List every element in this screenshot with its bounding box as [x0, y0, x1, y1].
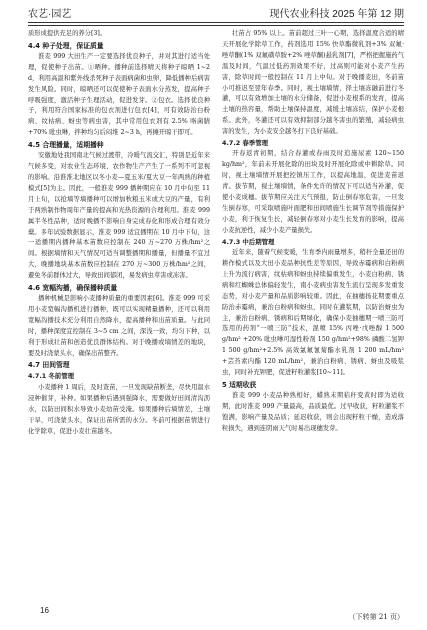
body-paragraph: 开春返青初期，结合春灌或春雨及时追施尿素 120~150 kg/hm²，年前未开展化除的田块及时开展化除或中耕除草。同时，视土壤墒情开展把控镇压工作，以提高地温，促进麦苗返青。拔节期，视土壤墒情，条件允许的情况下可以适当补灌，促使小麦成穗。拔节期应关注天气预报，防止倒春寒危害，一旦发生倒春寒，可采取喷施叶面肥和田间喷施生长调节剂等措施保护小麦，利于恢复生长，减轻倒春寒对小麦生长发育的影响，提高小麦抗逆性，减少小麦产量损失。 — [222, 150, 404, 234]
body-paragraph: 近年来，随着气候变暖，生育季内雨量增多，稍秆全量还田的耕作模式以及大田小麦品种抗性差等原因，导致赤霉病和白粉病上升为流行病害，纹枯病和蚜虫持续偏重发生，小麦白粉病、锈病和红蜘蛛总体偏轻发生，南小麦病虫害发生流行呈现多发重发态势，对小麦产量和品质影响较重。因此，在抽穗扬花期要重点防治赤霉病，兼治白粉病和蚜虫，同时在灌浆期，以防治蚜虫为主，兼治白粉病、锈病和后期绿化，确保小麦抽穗期一喷三防可选用的药剂“一喷三防”技术，混喷 15% 丙唑·戊唑醇 1 500 g/hm² +20% 吡虫啉可湿性粉剂 150 g/hm²+98% 磷酸二氢钾 1 500 g/hm²+2.5% 高效氯氟氰菊酯水乳剂 1 200 mL/hm² +芸苔素内酯 120 mL/hm²，兼治白粉病、锈病、蚜虫及吸浆虫，同时补充钾肥，促进籽粒灌浆[10~11]。 — [222, 249, 404, 377]
left-column — [28, 29, 210, 589]
running-header — [28, 7, 404, 20]
section-heading: 4.6 宽幅沟播，确保播种质量 — [28, 284, 118, 293]
section-heading: 4.5 合理播量，适期播种 — [28, 141, 104, 150]
header-journal: 现代农业科技 2025 年第 12 期 — [269, 9, 404, 20]
section-heading: 4.7 田间管理 — [28, 361, 70, 370]
section-heading: 4.4 种子处理，保证质量 — [28, 41, 104, 50]
subsection-heading: 4.7.1 冬前管理 — [28, 372, 74, 381]
right-column — [222, 29, 404, 589]
header-section: 农艺·园艺 — [28, 9, 72, 20]
body-paragraph: 小麦播种 1 周后，及时查苗，一旦发现缺苗断垄，尽快用温水浸种催芽，补种。如果播种后遇到强降水，需要做好田间清沟沥水，以防田间积水导致小麦幼苗受淹。如果播种后墒情差，土壤干旱，可浇蒙头水，保证出苗所需的水分。冬前可根据苗情进行化学除草，促进小麦壮苗越冬。 — [28, 383, 210, 435]
body-paragraph: 安徽地处我国南北气候过渡带，冷暖气流交汇，特别是近年来气候多变，对农业生态环境、农作物生产产生了一系列不可忽视的影响。沿淮淮北地区以冬小麦—夏玉米/夏大豆一年两熟的种植模式[5]为主。因此，一般淮麦 999 播种期应在 10 月中旬至 11 月上旬，以抢墒等墒播种可以增加秋粮玉米或大豆的产量，有利于两熟制作物周年产量的提高和光热资源的合理利用。淮麦 999 属半冬性品种，适时晚播不影响自身完成春化和形成合理有效分蘖。多年试验数据显示，淮麦 999 适宜播期在 10 月中下旬，这一适播期内播种基本苗数应控制在 240 万~270 万株/hm²之间。根据墒情和天气情况可适当调整播期和播量，但播量不宜过大，晚播地块基本苗数应控制在 270 万~300 万株/hm²之间，避免冬前群体过大，导致田间郁闭，易发病虫草害或冻害。 — [28, 152, 210, 280]
subsection-heading: 4.7.2 春季管理 — [222, 139, 268, 148]
body-paragraph: 淮麦 999 小麦品种熟相好，蜡熟末期秸秆变黄时即为适收期，此时淮麦 999 产量最高，品质最优。过早收获，籽粒灌浆不饱满，影响产量及品质；延迟收获，则会出现籽粒干燥，造成落粒损失，遇到连阴雨天气时易出现穗发芽。 — [222, 392, 404, 432]
body-paragraph: 播种机械是影响小麦播种质量的重要因素[6]。淮麦 999 可采用小麦宽幅沟播机进行播种，既可以实现精量播种，还可以利用宽幅沟播技术充分利用自然降水，提高播种和出苗质量。与此同时，播种深度宜控制在 3~5 cm 之间，深浅一致，均匀下种，以利于形成壮苗和创造优良群体结构。对于晚播或墒情差的地块，要及时浇蒙头水，确保出苗整齐。 — [28, 295, 210, 357]
body-paragraph: 淮麦 999 大田生产一定要选择优良种子，并对其进行适当处理，促使种子出苗。①晒种。播种前选择晴天将种子晾晒 1~2 d，利用高温和紫外线杀死种子表面病菌和虫卵，降低播种后病害发生风险。同时，晾晒还可以促使种子表面水分蒸发，提高种子呼吸强度，激活种子生理活动，促进发芽。②包衣。选择优良种子，利用符合国家标准的包衣剂进行包衣[4]，可有效防治白粉病、纹枯病、蚜虫等病虫害，其中常用包衣剂有 2.5% 咯菌腈+70% 吡虫啉，拌种均匀后闷堆 2~3 h，再摊开晾干即可。 — [28, 52, 210, 137]
header-rule-thick — [28, 22, 404, 23]
body-paragraph: 壮苗占 95% 以上。苗前超过三叶一心期，选择温度合适的晴天开展化学除草工作，药剂选用 15% 快草酯微乳剂+3% 双氟·唑草酮(1% 双氟磺草胺+2% 唑草酮)悬乳剂[7]，严格把握施药气温及时间，气温过低药剂效果不好，过高则可能对小麦产生药害，除草时间一般控制在 11 月上中旬。对于晚播麦田，冬前苗小可推迟至翌年春季。同时，视土壤墒情，择土壤冻融前进行冬灌，可以有效增加土壤的水分储备，促进小麦根系的发育，提高土壤的热容量，帮助土壤保持温度，减缓土壤冻结，保护小麦根系。此外，冬灌还可以有效抑制部分越冬害虫的繁殖，减轻病虫害的发生，为小麦安全越冬打下良好基础。 — [222, 30, 404, 136]
section-heading: 5 适期收获 — [222, 381, 257, 389]
subsection-heading: 4.7.3 中后期管理 — [222, 237, 275, 246]
header-rule-thin — [28, 25, 404, 26]
continued-note: （下转第 21 页） — [348, 613, 404, 621]
page-number: 16 — [40, 606, 49, 615]
body-paragraph: 质形成提供充足的养分[3]。 — [28, 30, 107, 37]
